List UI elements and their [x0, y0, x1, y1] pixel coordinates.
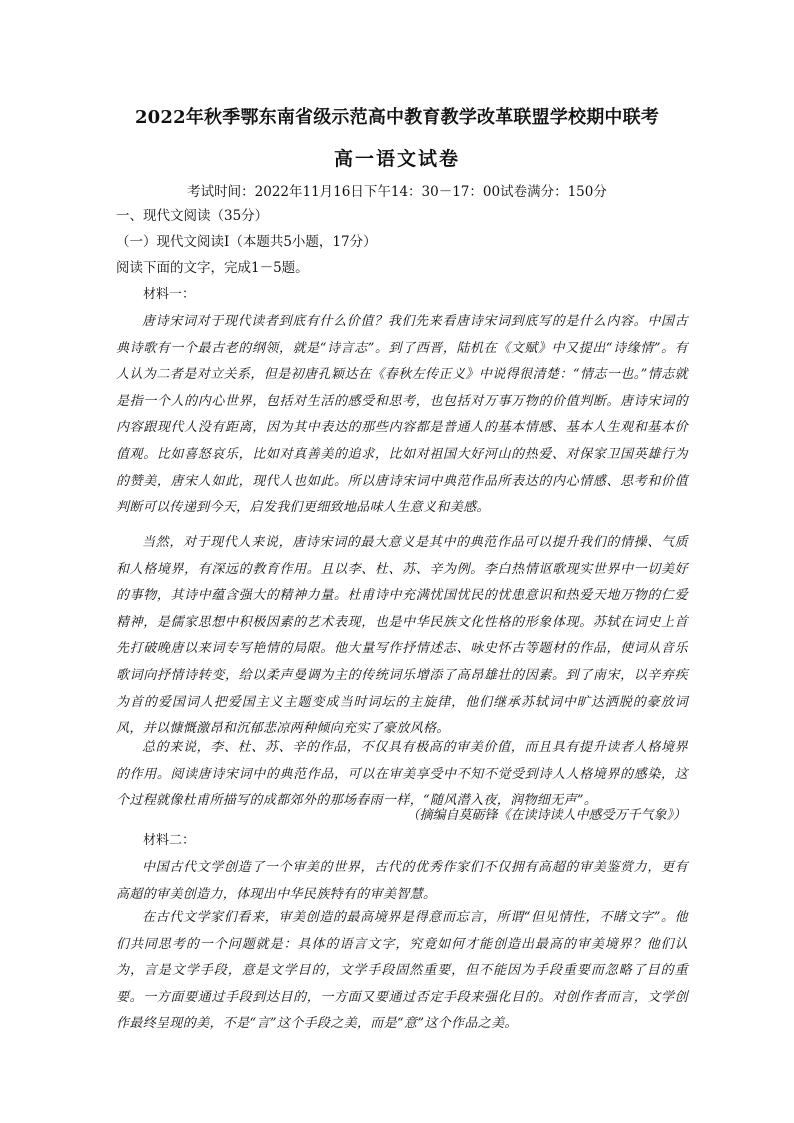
- exam-subtitle: 高一语文试卷: [333, 148, 460, 170]
- exam-info: 考试时间：2022年11月16日下午14：30－17：00试卷满分：150分: [187, 184, 607, 200]
- material-1-paragraph: 总的来说，李、杜、苏、辛的作品，不仅具有极高的审美价值，而且具有提升读者人格境界的作用。阅读唐诗宋词中的典范作品，可以在审美享受中不知不觉受到诗人人格境界的感染，这个过程就像杜甫所描写的成都郊外的那场春雨一样，“随风潜入夜，润物细无声”。: [116, 740, 688, 809]
- material-2-paragraph: 中国古代文学创造了一个审美的世界，古代的优秀作家们不仅拥有高超的审美鉴赏力，更有高超的审美创造力，体现出中华民族特有的审美智慧。: [116, 860, 688, 902]
- material-2-paragraph: 在古代文学家们看来，审美创造的最高境界是得意而忘言，所谓“但见情性，不睹文字”。他们共同思考的一个问题就是：具体的语言文字，究竟如何才能创造出最高的审美境界？他们认为，言是文学手段，意是文学目的，文学手段固然重要，但不能因为手段重要而忽略了目的重要。一方面要通过手段到达目的，一方面又要通过否定手段来强化目的。对创作者而言，文学创作最终呈现的美，不是“言”这个手段之美，而是“意”这个作品之美。: [116, 910, 688, 1032]
- material-1-paragraph: 当然，对于现代人来说，唐诗宋词的最大意义是其中的典范作品可以提升我们的情操、气质和人格境界，有深远的教育作用。且以李、杜、苏、辛为例。李白热情讴歌现实世界中一切美好的事物，其诗中蕴含强大的精神力量。杜甫诗中充满忧国忧民的忧患意识和热爱天地万物的仁爱精神，是儒家思想中积极因素的艺术表现，也是中华民族文化性格的形象体现。苏轼在词史上首先打破晚唐以来词专写艳情的局限。他大量写作抒情述志、咏史怀古等题材的作品，使词从音乐歌词向抒情诗转变，给以柔声曼调为主的传统词乐增添了高昂雄壮的因素。到了南宋，以辛弃疾为首的爱国词人把爱国主义主题变成当时词坛的主旋律，他们继承苏轼词中旷达洒脱的豪放词风，并以慷慨激昂和沉郁悲凉两种倾向充实了豪放风格。: [116, 535, 688, 737]
- material-1-label: 材料一：: [143, 287, 196, 302]
- material-1-source: （摘编自莫砺锋《在读诗读人中感受万千气象》）: [406, 808, 686, 823]
- section-heading: 一、现代文阅读（35分）: [116, 208, 269, 224]
- instruction-text: 阅读下面的文字，完成1－5题。: [116, 260, 309, 276]
- material-2-label: 材料二：: [143, 833, 196, 848]
- material-1-paragraph: 唐诗宋词对于现代读者到底有什么价值？我们先来看唐诗宋词到底写的是什么内容。中国古典诗歌有一个最古老的纲领，就是“诗言志”。到了西晋，陆机在《文赋》中又提出“诗缘情”。有人认为二者是对立关系，但是初唐孔颖达在《春秋左传正义》中说得很清楚：“情志一也。”情志就是指一个人的内心世界，包括对生活的感受和思考，也包括对万事万物的价值判断。唐诗宋词的内容跟现代人没有距离，因为其中表达的那些内容都是普通人的基本情感、基本人生观和基本价值观。比如喜怒哀乐，比如对真善美的追求，比如对祖国大好河山的热爱、对保家卫国英雄行为的赞美，唐宋人如此，现代人也如此。所以唐诗宋词中典范作品所表达的内心情感、思考和价值判断可以传递到今天，启发我们更细致地品味人生意义和美感。: [116, 314, 688, 516]
- exam-title: 2022年秋季鄂东南省级示范高中教育教学改革联盟学校期中联考: [134, 107, 660, 128]
- subsection-heading: （一）现代文阅读Ⅰ（本题共5小题，17分）: [116, 234, 377, 250]
